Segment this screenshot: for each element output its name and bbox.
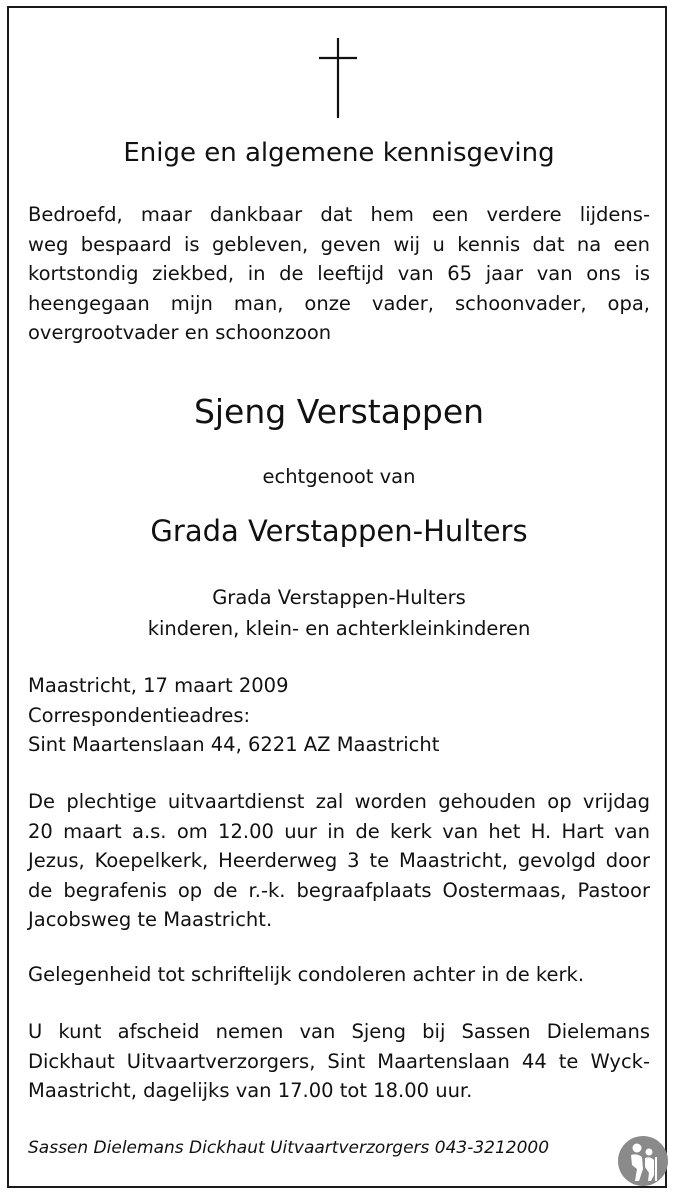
- address-line: Correspondentieadres:: [28, 703, 251, 727]
- intro-line: kortstondig ziekbed, in de leeftijd van 65 jaar van ons is: [28, 262, 650, 285]
- service-line: Jezus, Koepelkerk, Heerderweg 3 te Maastricht, gevolgd door: [28, 849, 650, 872]
- spouse-name: Grada Verstappen-Hulters: [150, 514, 528, 548]
- intro-paragraph: [28, 200, 650, 348]
- intro-line: Bedroefd, maar dankbaar dat hem een verdere lijdens-: [28, 203, 650, 226]
- address-line: Sint Maartenslaan 44, 6221 AZ Maastricht: [28, 733, 440, 756]
- service-line: 20 maart a.s. om 12.00 uur in de kerk van het H. Hart van: [28, 819, 650, 843]
- correspondence-address: [28, 671, 650, 760]
- farewell-line: U kunt afscheid nemen van Sjeng bij Sassen Dielemans: [28, 1020, 650, 1043]
- farewell-line: Maastricht, dagelijks van 17.00 tot 18.00 uur.: [28, 1079, 473, 1102]
- spouse-label: echtgenoot van: [262, 465, 416, 488]
- address-line: Maastricht, 17 maart 2009: [28, 674, 289, 697]
- family-signature: [28, 582, 650, 644]
- intro-line: heengegaan mijn man, onze vader, schoonvader, opa,: [28, 291, 650, 315]
- notice-heading: Enige en algemene kennisgeving: [123, 138, 555, 168]
- family-line: kinderen, klein- en achterkleinkinderen: [147, 617, 531, 640]
- service-line: Jacobsweg te Maastricht.: [28, 908, 273, 931]
- family-line: Grada Verstappen-Hulters: [212, 586, 466, 609]
- deceased-name: Sjeng Verstappen: [193, 392, 485, 431]
- funeral-home-logo-icon: [617, 1135, 669, 1187]
- farewell-paragraph: [28, 1017, 650, 1106]
- condolence-paragraph: Gelegenheid tot schriftelijk condoleren achter in de kerk.: [28, 963, 585, 986]
- intro-line: overgrootvader en schoonzoon: [28, 321, 332, 344]
- service-line: De plechtige uitvaartdienst zal worden gehouden op vrijdag: [28, 790, 650, 813]
- funeral-home-footer: Sassen Dielemans Dickhaut Uitvaartverzorgers 043-3212000: [28, 1138, 550, 1158]
- service-paragraph: [28, 787, 650, 935]
- farewell-line: Dickhaut Uitvaartverzorgers, Sint Maartenslaan 44 te Wyck-: [28, 1049, 650, 1073]
- intro-line: weg bespaard is gebleven, geven wij u kennis dat na een: [28, 232, 650, 256]
- service-line: de begrafenis op de r.-k. begraafplaats Oostermaas, Pastoor: [28, 878, 650, 902]
- cross-icon: [318, 38, 358, 118]
